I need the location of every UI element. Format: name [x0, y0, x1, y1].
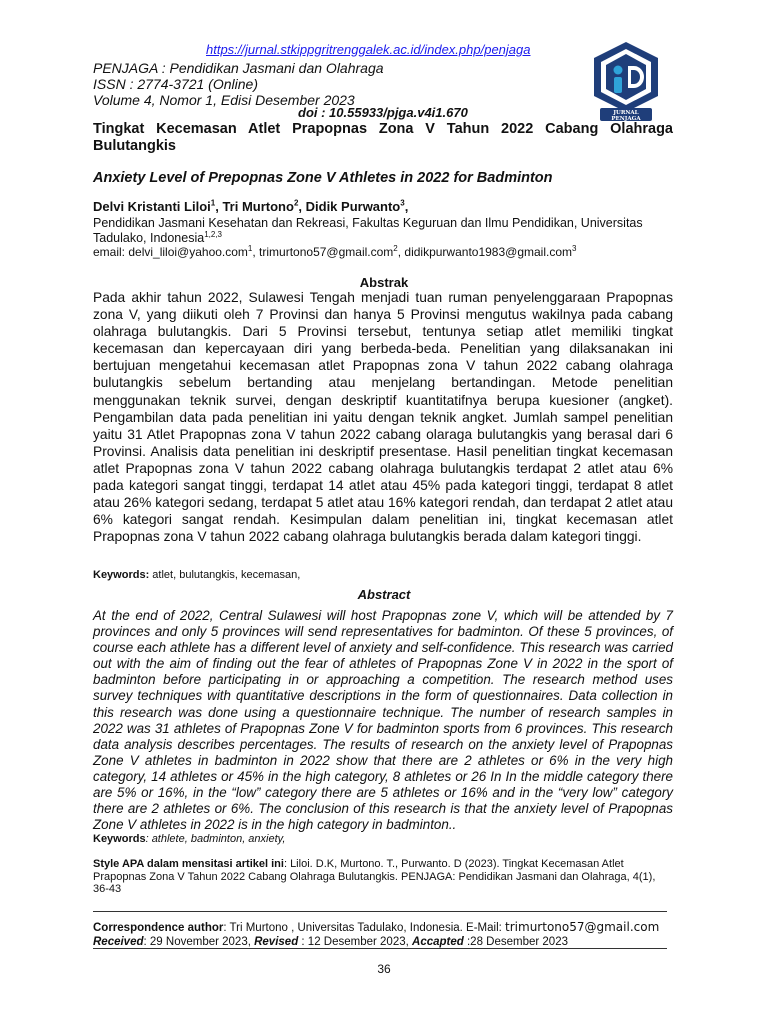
journal-url-link[interactable]: https://jurnal.stkippgritrenggalek.ac.id/index.php/penjaga — [206, 42, 531, 57]
correspondence-label: Correspondence author — [93, 922, 224, 934]
received-label: Received — [93, 936, 144, 948]
keywords-en-label: Keywords — [93, 833, 146, 845]
issn: ISSN : 2774-3721 (Online) — [93, 76, 258, 92]
revised-label: Revised — [254, 936, 299, 948]
divider-top — [93, 911, 667, 912]
journal-logo — [588, 40, 664, 122]
abstrak-heading: Abstrak — [359, 275, 409, 290]
email-3[interactable]: didikpurwanto1983@gmail.com — [404, 245, 573, 259]
author-3-sup: 3 — [400, 198, 405, 208]
keywords-id — [93, 569, 300, 581]
svg-text:JURNAL: JURNAL — [613, 110, 639, 116]
authors: Delvi Kristanti Liloi$^1$, Tri Murtono$^2$, Didik Purwanto$^3$, — [93, 198, 409, 214]
received-date: : 29 November 2023, — [143, 936, 255, 948]
abstract-heading: Abstract — [357, 587, 411, 602]
accepted-date: :28 Desember 2023 — [463, 936, 568, 948]
svg-text:PENJAGA: PENJAGA — [611, 116, 641, 122]
keywords-id-label: Keywords: — [93, 569, 150, 581]
citation-text: : Liloi. D.K, Murtono. T., Purwanto. D (2023). Tingkat Kecemasan Atlet Prapopnas Zona V Tahun 2022 Cabang Olahraga Bulutangkis. PENJAGA: Pendidikan Jasmani dan Olahraga, 4(1), 36-43 — [93, 858, 656, 895]
page-number: 36 — [377, 962, 391, 976]
correspondence-email[interactable]: trimurtono57@gmail.com — [505, 920, 660, 934]
author-1: Delvi Kristanti Liloi — [93, 199, 211, 214]
author-2-sup: 2 — [293, 198, 299, 208]
revised-date: : 12 Desember 2023, — [298, 936, 413, 948]
correspondence — [93, 920, 673, 949]
citation-label: Style APA dalam mensitasi artikel ini — [93, 858, 284, 870]
abstrak-text: Pada akhir tahun 2022, Sulawesi Tengah menjadi tuan ruman penyelenggaraan Prapopnas zona V, yang diikuti oleh 7 Provinsi dan hanya 5 Provinsi mengutus wakilnya pada cabang olahraga bulutangkis. Dari 5 Provinsi tersebut, tentunya setiap atlet memiliki tingkat kecemasan dan kepercayaan diri yang berbeda-beda. Penelitian yang dilaksanakan ini bertujuan mengetahui kecemasan atlet Prapopnas zona V tahun 2022 cabang olahraga bulutangkis sebelum bertanding atau menjelang bertandingan. Metode penelitian menggunakan teknik survei, dengan deskriptif kuantitatifnya berupa kuesioner (angket). Pengambilan data pada penelitian ini yaitu dengan teknik angket. Jumlah sampel penelitian yaitu 31 Atlet Prapopnas zona V tahun 2022 cabang olaraga bulutangkis yang berasal dari 6 Provinsi. Analisis data penelitian ini deskriptif presentase. Hasil penelitian tingkat kecemasan atlet Prapopnas zona V tahun 2022 cabang olahraga bulutangkis terdapat 2 atlet atau 6% pada kategori sangat tinggi, terdapat 14 atlet atau 45% pada kategori tinggi, terdapat 8 atlet atau 26% kategori sedang, terdapat 5 atlet atau 16% kategori rendah, dan terdapat 2 atlet atau 6% kategori sangat rendah. Kesimpulan dalam penelitian ini, tingkat kecemasan atlet Prapopnas zona V tahun 2022 cabang olahraga bulutangkis berada dalam kategori tinggi. — [93, 290, 673, 545]
citation-style — [93, 858, 673, 896]
affiliation — [93, 216, 673, 246]
volume-info: Volume 4, Nomor 1, Edisi Desember 2023 — [93, 92, 355, 108]
article-title: Tingkat Kecemasan Atlet Prapopnas Zona V Tahun 2022 Cabang Olahraga Bulutangkis — [93, 121, 673, 154]
doi: doi : 10.55933/pjga.v4i1.670 — [298, 105, 468, 120]
keywords-id-values: atlet, bulutangkis, kecemasan, — [149, 569, 301, 581]
affiliation-text: Pendidikan Jasmani Kesehatan dan Rekreasi, Fakultas Keguruan dan Ilmu Pendidikan, Universitas Tadulako, Indonesia — [93, 216, 643, 245]
author-1-sup: 1 — [210, 198, 216, 208]
affiliation-sup: 1,2,3 — [204, 229, 222, 239]
keywords-en — [93, 833, 285, 845]
keywords-en-values: : athlete, badminton, anxiety, — [145, 833, 286, 845]
accepted-label: Accapted — [412, 936, 464, 948]
author-2: Tri Murtono — [222, 199, 294, 214]
email-1[interactable]: delvi_liloi@yahoo.com — [128, 245, 248, 259]
abstract-text: At the end of 2022, Central Sulawesi will host Prapopnas zone V, which will be attended by 7 provinces and only 5 provinces will send representatives for badminton. Of these 5 provinces, of course each athlete has a different level of anxiety and self-confidence. This research was carried out with the aim of finding out the fear of athletes of Prapopnas Zone V in 2022 in the sport of badminton before participating in or approaching a competition. The research method uses survey techniques with quantitative descriptions in the form of questionnaires. Data collection in this research was done using a questionnaire technique. The number of research samples in 2022 was 31 athletes of Prapopnas Zone V for badminton sports from 6 provinces. This research data analysis describes percentages. The results of research on the anxiety level of Prapopnas Zone V athletes in badminton in 2022 show that there are 2 athletes or 6% in the very high category, 14 athletes or 45% in the high category, 8 athletes or 26 In In the middle category there are 5% or 16%, in the “low” category there are 5 athletes or 16% and in the “very low” category there are 2 athletes or 6%. The conclusion of this research is that the anxiety level of Prapopnas Zone V athletes in 2022 is in the high category in badminton.. — [93, 608, 673, 833]
journal-name: PENJAGA : Pendidikan Jasmani dan Olahraga — [93, 60, 384, 76]
divider-bottom — [93, 948, 667, 949]
article-title-en: Anxiety Level of Prepopnas Zone V Athletes in 2022 for Badminton — [93, 170, 553, 186]
correspondence-text: : Tri Murtono , Universitas Tadulako, Indonesia. E-Mail: — [223, 922, 506, 934]
author-3: Didik Purwanto — [305, 199, 401, 214]
email-label: email: — [93, 245, 129, 259]
email-2[interactable]: trimurtono57@gmail.com — [259, 245, 394, 259]
email-line: email: delvi_liloi@yahoo.com$^1$, trimurtono57@gmail.com$^2$, didikpurwanto1983@gmail.com$^3$ — [93, 244, 577, 259]
